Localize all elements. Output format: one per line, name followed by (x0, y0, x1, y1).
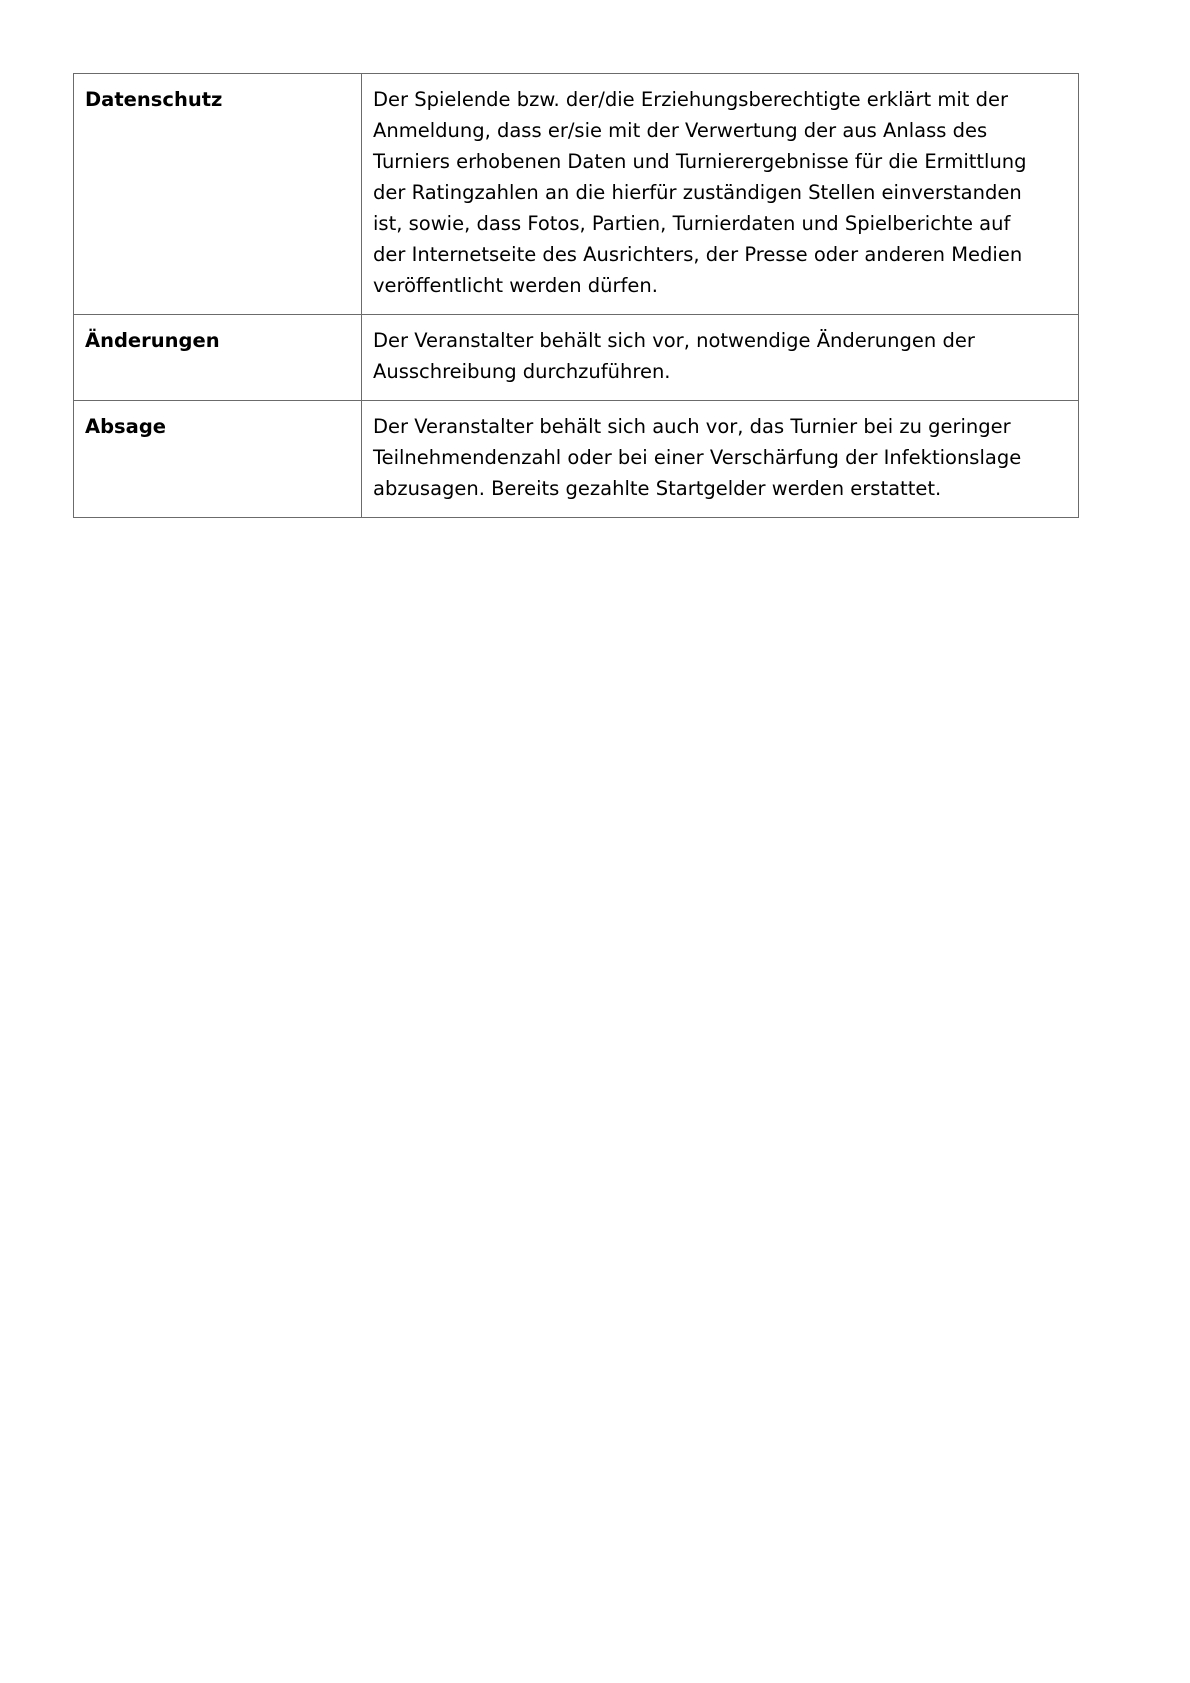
row-label-aenderungen: Änderungen (74, 315, 362, 401)
row-text-absage: Der Veranstalter behält sich auch vor, das Turnier bei zu geringer Teilnehmendenzahl oder bei einer Verschärfung der Infektionslage abzusagen. Bereits gezahlte Startgelder werden erstattet. (362, 401, 1079, 518)
row-text-aenderungen: Der Veranstalter behält sich vor, notwendige Änderungen der Ausschreibung durchzuführen. (362, 315, 1079, 401)
row-label-datenschutz: Datenschutz (74, 74, 362, 315)
info-table (73, 73, 1079, 518)
table-row-aenderungen (74, 315, 1079, 401)
table-row-datenschutz (74, 74, 1079, 315)
row-label-absage: Absage (74, 401, 362, 518)
table-row-absage (74, 401, 1079, 518)
row-text-datenschutz: Der Spielende bzw. der/die Erziehungsberechtigte erklärt mit der Anmeldung, dass er/sie mit der Verwertung der aus Anlass des Turniers erhobenen Daten und Turnierergebnisse für die Ermittlung der Ratingzahlen an die hierfür zuständigen Stellen einverstanden ist, sowie, dass Fotos, Partien, Turnierdaten und Spielberichte auf der Internetseite des Ausrichters, der Presse oder anderen Medien veröffentlicht werden dürfen. (362, 74, 1079, 315)
